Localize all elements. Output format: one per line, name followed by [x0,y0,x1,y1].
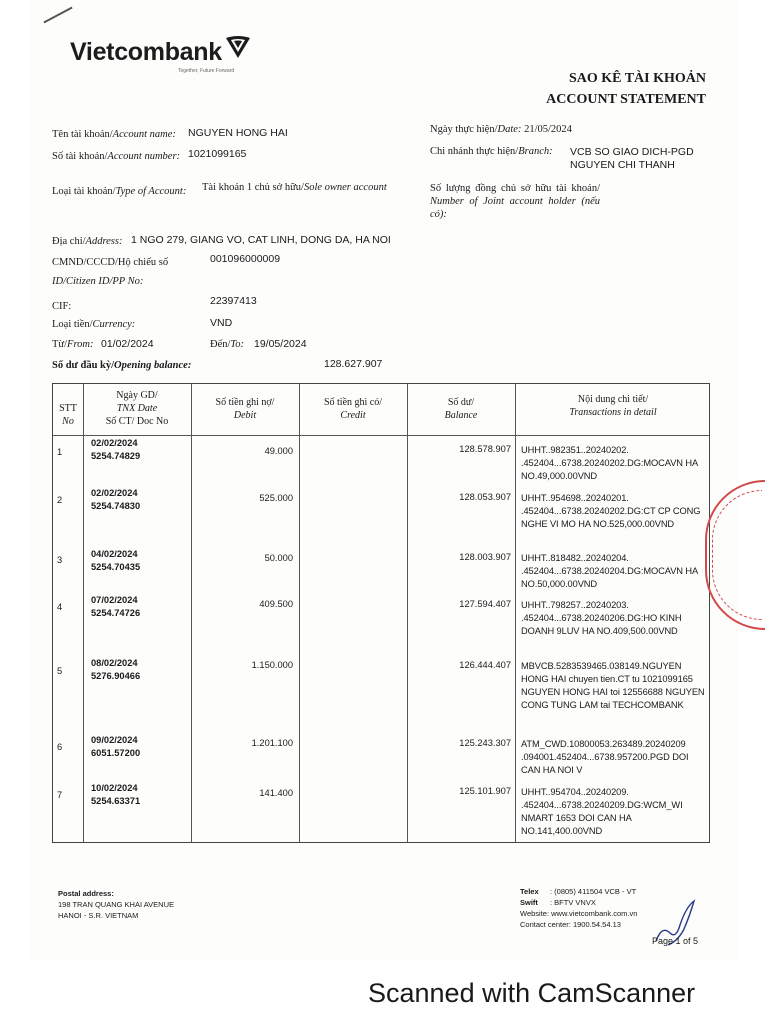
branch-value: VCB SO GIAO DICH-PGD NGUYEN CHI THANH [570,146,694,171]
telex-line: Telex : (0805) 411504 VCB - VT [520,887,637,896]
date-label: Ngày thực hiện/Date: 21/05/2024 [430,124,572,135]
row-date-doc: 02/02/2024 5254.74830 [91,488,141,511]
row-date-doc: 10/02/2024 5254.63371 [91,783,141,806]
row-description: ATM_CWD.10800053.263489.20240209 .094001.452404...6738.957200.PGD DOI CAN HA NOI V [521,739,689,775]
row-debit: 525.000 [259,493,293,503]
scanner-watermark: Scanned with CamScanner [368,978,696,1008]
period-from-label: Từ/From: [52,339,94,350]
id-doc-value: 001096000009 [210,253,281,265]
header-details: Nội dung chi tiết/ Transactions in detail [569,394,657,418]
row-balance: 125.101.907 [459,786,511,796]
account-name-value: NGUYEN HONG HAI [188,127,288,139]
period-to-value: 19/05/2024 [254,338,307,350]
row-balance: 128.003.907 [459,552,511,562]
header-credit: Số tiền ghi có/ Credit [323,397,383,421]
row-debit: 49.000 [264,446,293,456]
row-description: UHHT..982351..20240202. .452404...6738.20240202.DG:MOCAVN HA NO.49,000.00VND [521,445,698,481]
row-debit: 141.400 [259,788,293,798]
row-description: UHHT..798257..20240203. .452404...6738.20240206.DG:HO KINH DOANH 9LUV HA NO.409,500.00VND [521,600,682,636]
postal-address: Postal address: 198 TRAN QUANG KHAI AVENUE HANOI - S.R. VIETNAM [58,889,175,920]
col-divider [515,384,516,842]
document-title [546,68,706,110]
row-debit: 1.201.100 [251,738,293,748]
contact-line: Contact center: 1900.54.54.13 [520,920,621,929]
row-no: 6 [57,742,63,752]
account-number-value: 1021099165 [188,148,247,160]
opening-balance-value: 128.627.907 [324,358,383,370]
row-date-doc: 04/02/2024 5254.70435 [91,549,141,572]
joint-holder-label: Số lượng đồng chủ sở hữu tài khoản/ Number of Joint account holder (nếu có): [430,183,600,220]
period-from-value: 01/02/2024 [101,338,154,350]
vietcombank-logo [70,38,252,74]
row-no: 1 [57,447,63,457]
bank-contacts [520,886,637,930]
period-to-label: Đến/To: [210,339,245,350]
currency-label: Loại tiền/Currency: [52,319,136,330]
cif-value: 22397413 [210,295,257,307]
title-vi: SAO KÊ TÀI KHOẢN [568,71,706,86]
brand-tagline: Together, Future Forward [178,68,235,74]
account-type-label: Loại tài khoản/Type of Account: [52,186,187,197]
row-balance: 128.578.907 [459,444,511,454]
row-no: 7 [57,790,63,800]
row-date-doc: 09/02/2024 6051.57200 [91,735,141,758]
row-no: 3 [57,555,63,565]
id-doc-label-vi: CMND/CCCD/Hộ chiếu số [52,257,169,268]
row-no: 2 [57,495,63,505]
header-debit: Số tiền ghi nợ/ Debit [215,397,275,421]
row-balance: 128.053.907 [459,492,511,502]
account-name-label: Tên tài khoản/Account name: [52,129,176,140]
row-no: 4 [57,602,63,612]
header-date: Ngày GD/ TNX Date Số CT/ Doc No [105,390,169,427]
swift-line: Swift : BFTV VNVX [520,898,596,907]
row-balance: 125.243.307 [459,738,511,748]
cif-label: CIF: [52,301,72,312]
row-debit: 50.000 [264,553,293,563]
account-number-label: Số tài khoản/Account number: [52,151,181,162]
address-label: Địa chỉ/Address: [52,236,123,247]
col-divider [299,384,300,842]
row-description: UHHT..818482..20240204. .452404...6738.20240204.DG:MOCAVN HA NO.50,000.00VND [521,553,698,589]
currency-value: VND [210,317,233,329]
row-debit: 409.500 [259,599,293,609]
website-line: Website: www.vietcombank.com.vn [520,909,638,918]
account-type-value: Tài khoản 1 chủ sở hữu/Sole owner account [202,182,387,193]
brand-name: Vietcombank [70,38,222,66]
row-date-doc: 08/02/2024 5276.90466 [91,658,141,681]
col-divider [83,384,84,842]
branch-label: Chi nhánh thực hiện/Branch: [430,146,553,157]
row-no: 5 [57,666,63,676]
title-en: ACCOUNT STATEMENT [546,92,706,107]
row-debit: 1.150.000 [251,660,293,670]
row-balance: 126.444.407 [459,660,511,670]
row-description: UHHT..954704..20240209. .452404...6738.20240209.DG:WCM_WI NMART 1653 DOI CAN HA NO.141,400.00VND [521,787,683,836]
row-description: MBVCB.5283539465.038149.NGUYEN HONG HAI chuyen tien.CT tu 1021099165 NGUYEN HONG HAI toi 12556688 NGUYEN CONG TUNG LAM tai TECHCOMBANK [521,661,705,710]
id-doc-label-en: ID/Citizen ID/PP No: [52,276,144,287]
header-balance: Số dư/ Balance [444,397,478,421]
row-date-doc: 02/02/2024 5254.74829 [91,438,141,461]
header-stt: STT No [59,403,77,427]
row-balance: 127.594.407 [459,599,511,609]
header-divider [53,435,709,436]
opening-balance-label: Số dư đầu kỳ/Opening balance: [52,360,192,371]
row-date-doc: 07/02/2024 5254.74726 [91,595,141,618]
vietcombank-logo-icon [224,32,252,60]
transactions-table [52,383,710,843]
page-number: Page 1 of 5 [652,936,699,946]
row-description: UHHT..954698..20240201. .452404...6738.20240202.DG:CT CP CONG NGHE VI MO HA NO.525,000.00VND [521,493,701,529]
address-value: 1 NGO 279, GIANG VO, CAT LINH, DONG DA, HA NOI [131,234,391,246]
